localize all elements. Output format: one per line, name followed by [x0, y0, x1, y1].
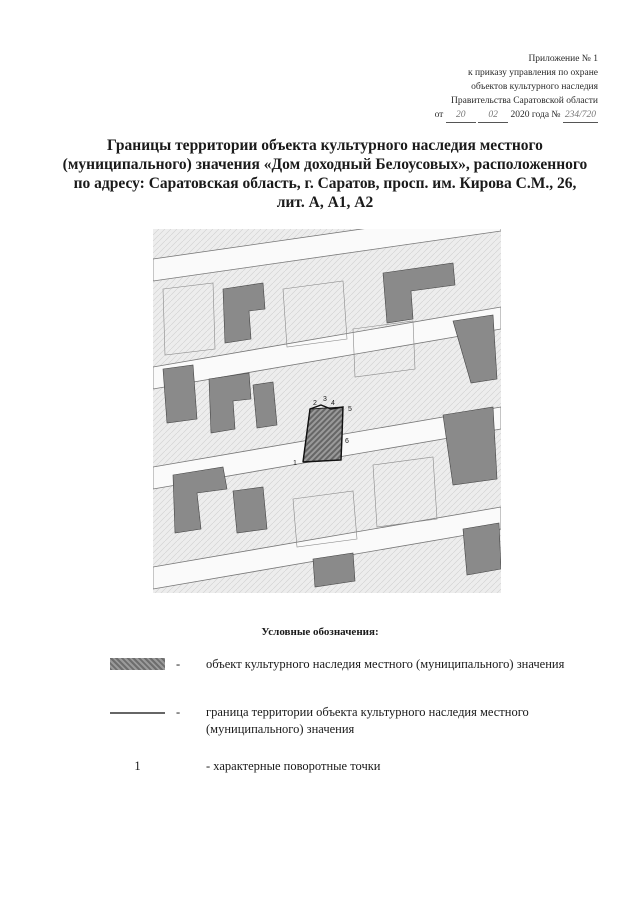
- cadastral-map: [153, 229, 501, 593]
- approval-date-line: [338, 108, 598, 123]
- legend-text: объект культурного наследия местного (муниципального) значения: [206, 657, 565, 671]
- approval-line-1: Приложение № 1: [528, 54, 598, 64]
- approval-line-3: объектов культурного наследия: [471, 82, 598, 92]
- map-drawing: [153, 229, 501, 593]
- date-prefix: от: [434, 110, 444, 120]
- date-year-text: 2020 года №: [510, 110, 561, 120]
- title-line-4: лит. А, А1, А2: [276, 194, 374, 211]
- approval-line-2: к приказу управления по охране: [467, 68, 598, 78]
- title-line-1: Границы территории объекта культурного наследия местного: [107, 137, 543, 154]
- date-day: 20: [446, 108, 476, 123]
- legend-dash: -: [176, 657, 181, 671]
- title-line-3: по адресу: Саратовская область, г. Саратов, просп. им. Кирова С.М., 26,: [73, 175, 577, 192]
- point-label: 2: [313, 400, 317, 407]
- hatched-object-icon: [110, 658, 165, 670]
- legend-dash: -: [176, 705, 181, 719]
- point-label: 6: [345, 438, 349, 445]
- legend-title: Условные обозначения:: [261, 626, 379, 638]
- point-label: 5: [348, 406, 352, 413]
- point-label: 1: [293, 460, 297, 467]
- legend-text: граница территории объекта культурного наследия местного (муниципального) значения: [206, 705, 529, 736]
- approval-line-4: Правительства Саратовской области: [451, 96, 598, 106]
- boundary-line-icon: [110, 712, 165, 714]
- order-number: 234/720: [563, 108, 598, 123]
- point-label: 4: [331, 400, 335, 407]
- point-label: 3: [323, 396, 327, 403]
- date-month: 02: [478, 108, 508, 123]
- document-title: [60, 136, 590, 212]
- title-line-2: (муниципального) значения «Дом доходный Белоусовых», расположенного: [62, 156, 588, 173]
- approval-block: [338, 52, 598, 123]
- legend-text: - характерные поворотные точки: [206, 759, 381, 773]
- legend-point-symbol: 1: [134, 759, 141, 773]
